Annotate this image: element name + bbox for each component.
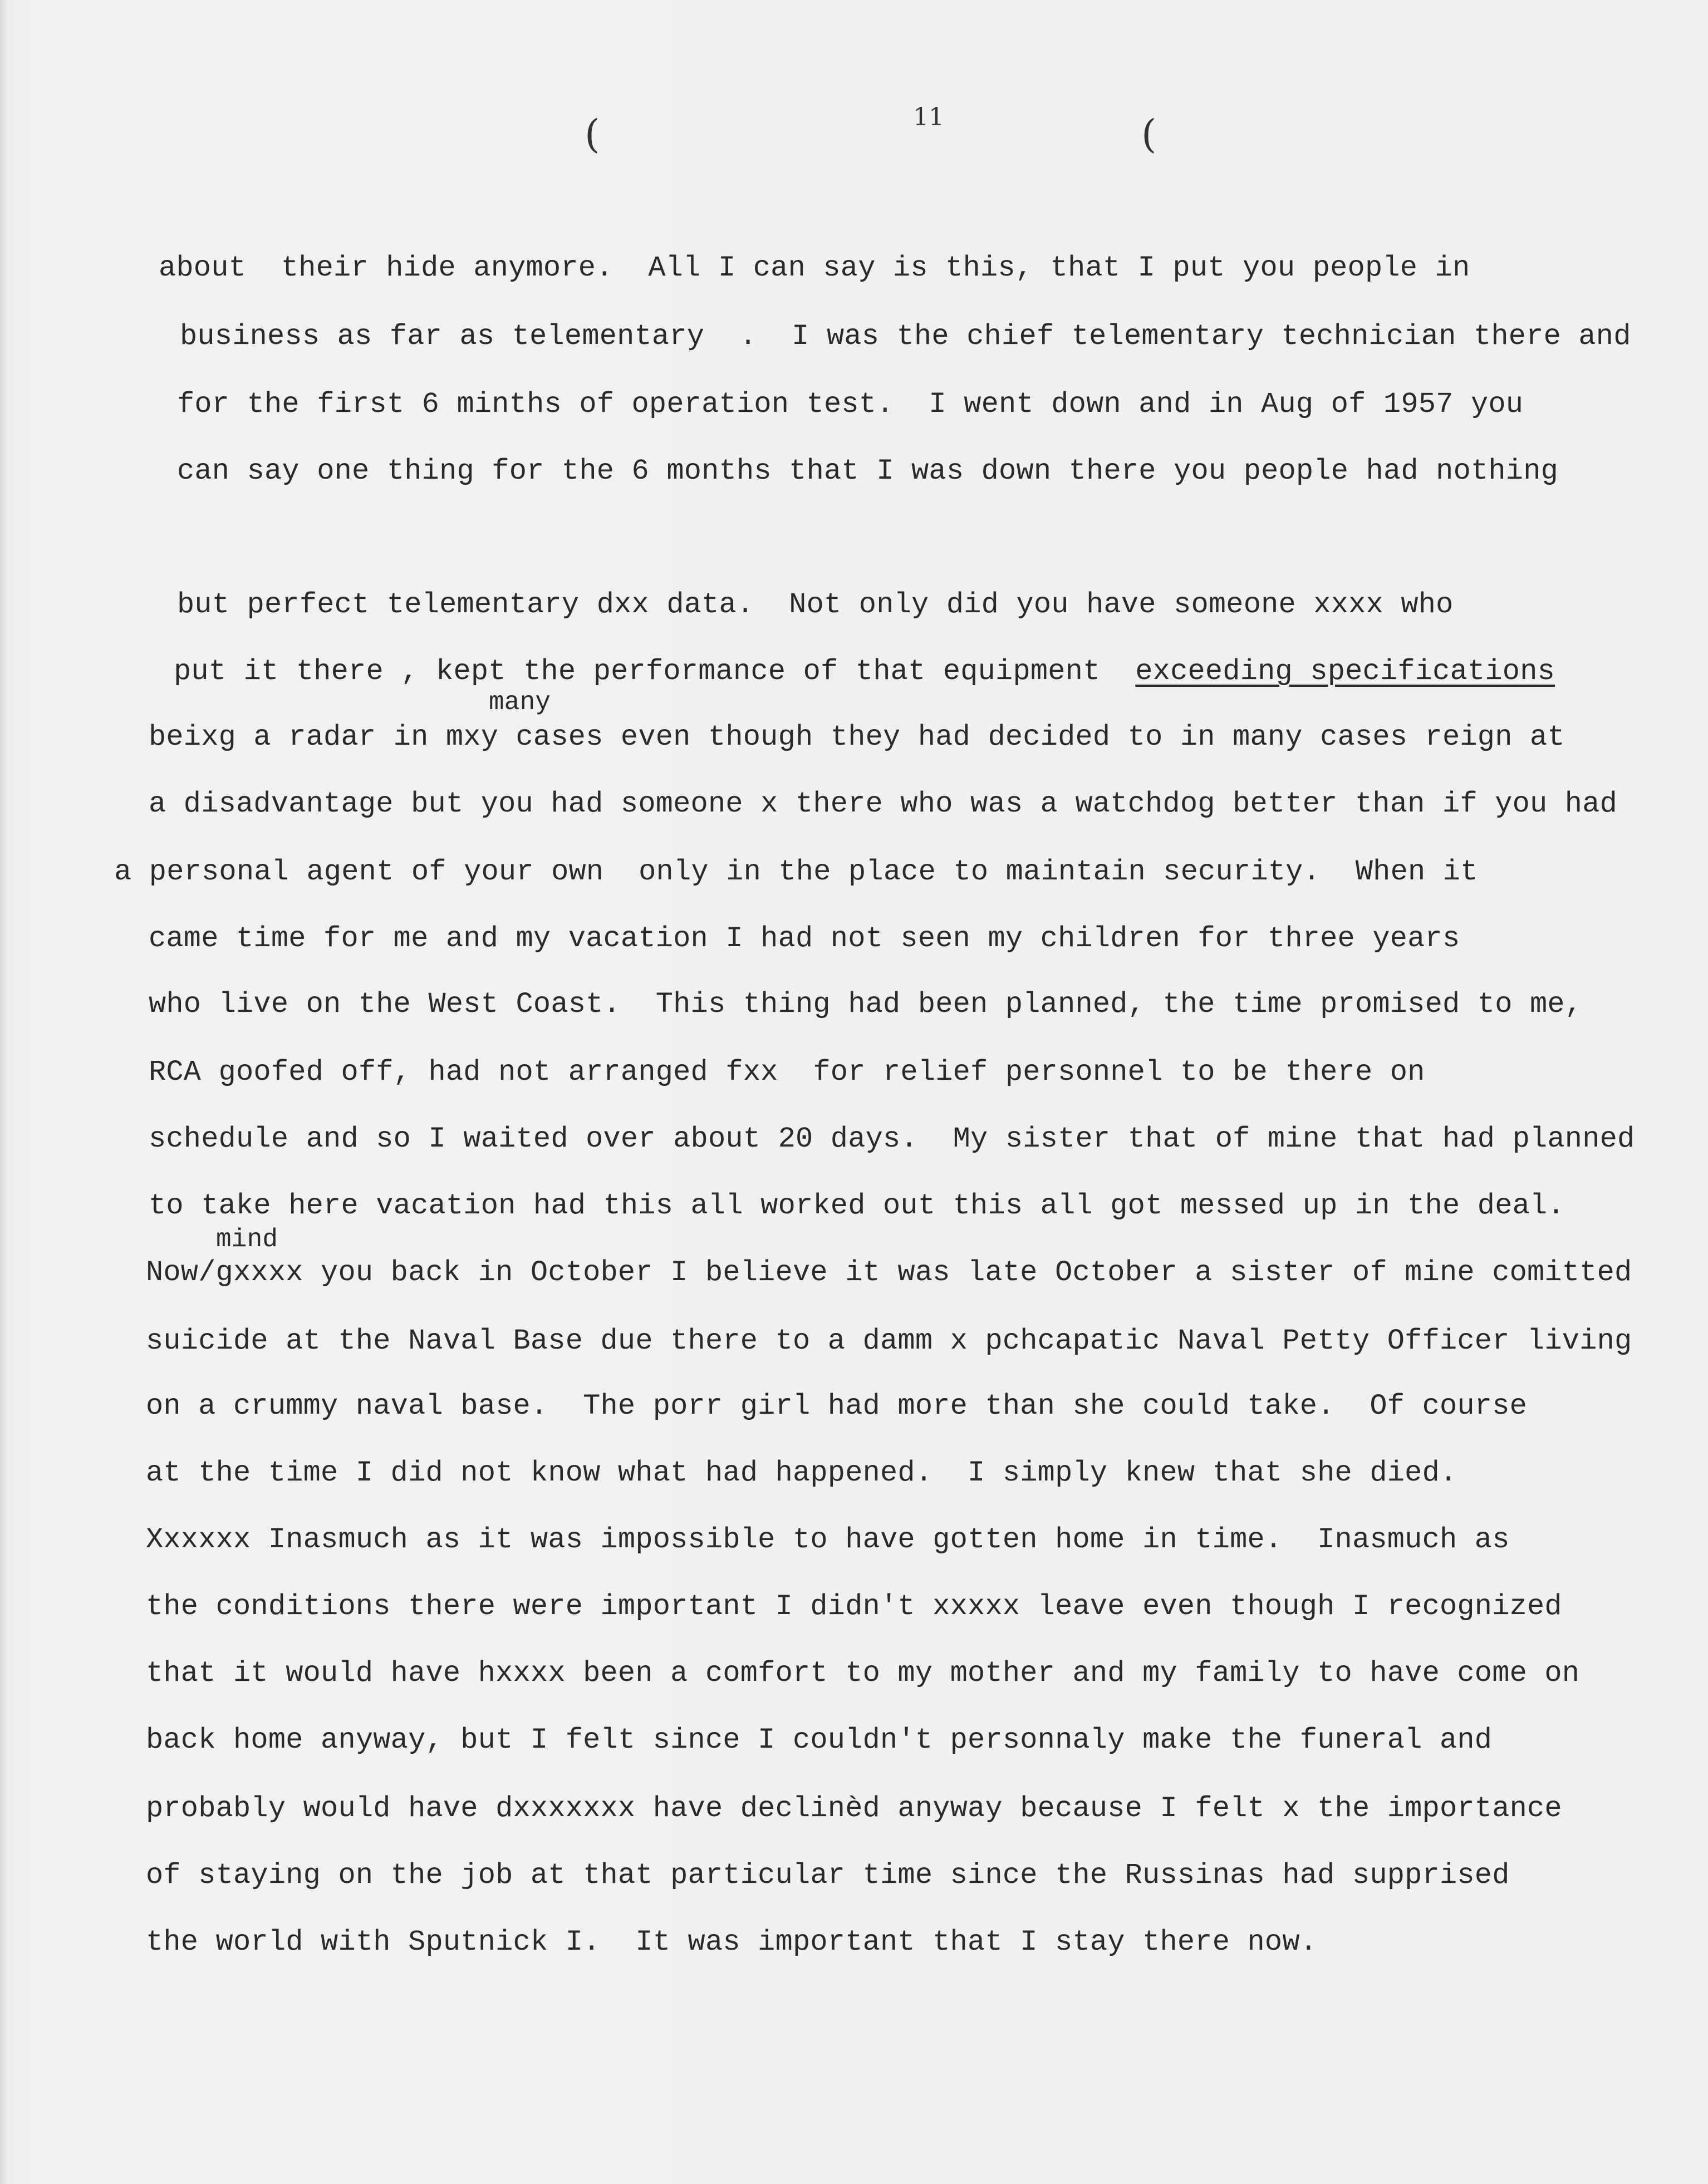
text-line: who live on the West Coast. This thing had been planned, the time promised to me, xyxy=(149,988,1583,1021)
text-line: on a crummy naval base. The porr girl had more than she could take. Of course xyxy=(146,1390,1528,1423)
text-line xyxy=(174,655,1555,688)
underlined-text: exceeding specifications xyxy=(1135,655,1555,688)
text-line: of staying on the job at that particular time since the Russinas had supprised xyxy=(146,1859,1510,1892)
text-line: but perfect telementary dxx data. Not only did you have someone xxxx who xyxy=(177,588,1454,621)
text-line: back home anyway, but I felt since I couldn't personnaly make the funeral and xyxy=(146,1724,1493,1757)
text-line: about their hide anymore. All I can say is this, that I put you people in xyxy=(159,252,1470,284)
text-line: beixg a radar in mxy cases even though they had decided to in many cases reign at xyxy=(149,721,1565,754)
text-line: at the time I did not know what had happened. I simply knew that she died. xyxy=(146,1457,1457,1489)
text-line: RCA goofed off, had not arranged fxx for relief personnel to be there on xyxy=(149,1056,1425,1089)
text-line: schedule and so I waited over about 20 days. My sister that of mine that had planned xyxy=(149,1123,1635,1155)
text-line: suicide at the Naval Base due there to a damm x pchcapatic Naval Petty Officer living xyxy=(146,1325,1632,1357)
text-line: came time for me and my vacation I had not seen my children for three years xyxy=(149,922,1460,955)
text-line: a personal agent of your own only in the place to maintain security. When it xyxy=(114,855,1478,888)
left-parenthesis-mark: ( xyxy=(585,111,600,157)
text-line: to take here vacation had this all worked out this all got messed up in the deal. xyxy=(149,1189,1565,1222)
right-parenthesis-mark: ( xyxy=(1141,111,1157,157)
text-line: Xxxxxx Inasmuch as it was impossible to have gotten home in time. Inasmuch as xyxy=(146,1523,1510,1556)
text-line: business as far as telementary . I was the chief telementary technician there and xyxy=(180,320,1631,353)
text-line: for the first 6 minths of operation test. I went down and in Aug of 1957 you xyxy=(177,388,1524,421)
page-number-mark: 11 xyxy=(913,103,944,131)
handwritten-insert-many: many xyxy=(489,688,551,717)
text-line: a disadvantage but you had someone x there who was a watchdog better than if you had xyxy=(149,788,1618,820)
text-line: probably would have dxxxxxxx have declinèd anyway because I felt x the importance xyxy=(146,1792,1562,1825)
text-line: can say one thing for the 6 months that I was down there you people had nothing xyxy=(177,455,1559,488)
text-line: that it would have hxxxx been a comfort to my mother and my family to have come on xyxy=(146,1657,1580,1690)
text-line: the world with Sputnick I. It was important that I stay there now. xyxy=(146,1926,1318,1959)
text-segment: put it there , kept the performance of that equipment xyxy=(174,655,1136,688)
handwritten-insert-mind: mind xyxy=(216,1225,278,1254)
text-line: the conditions there were important I didn't xxxxx leave even though I recognized xyxy=(146,1590,1562,1623)
text-line: Now/gxxxx you back in October I believe it was late October a sister of mine comitted xyxy=(146,1256,1632,1289)
